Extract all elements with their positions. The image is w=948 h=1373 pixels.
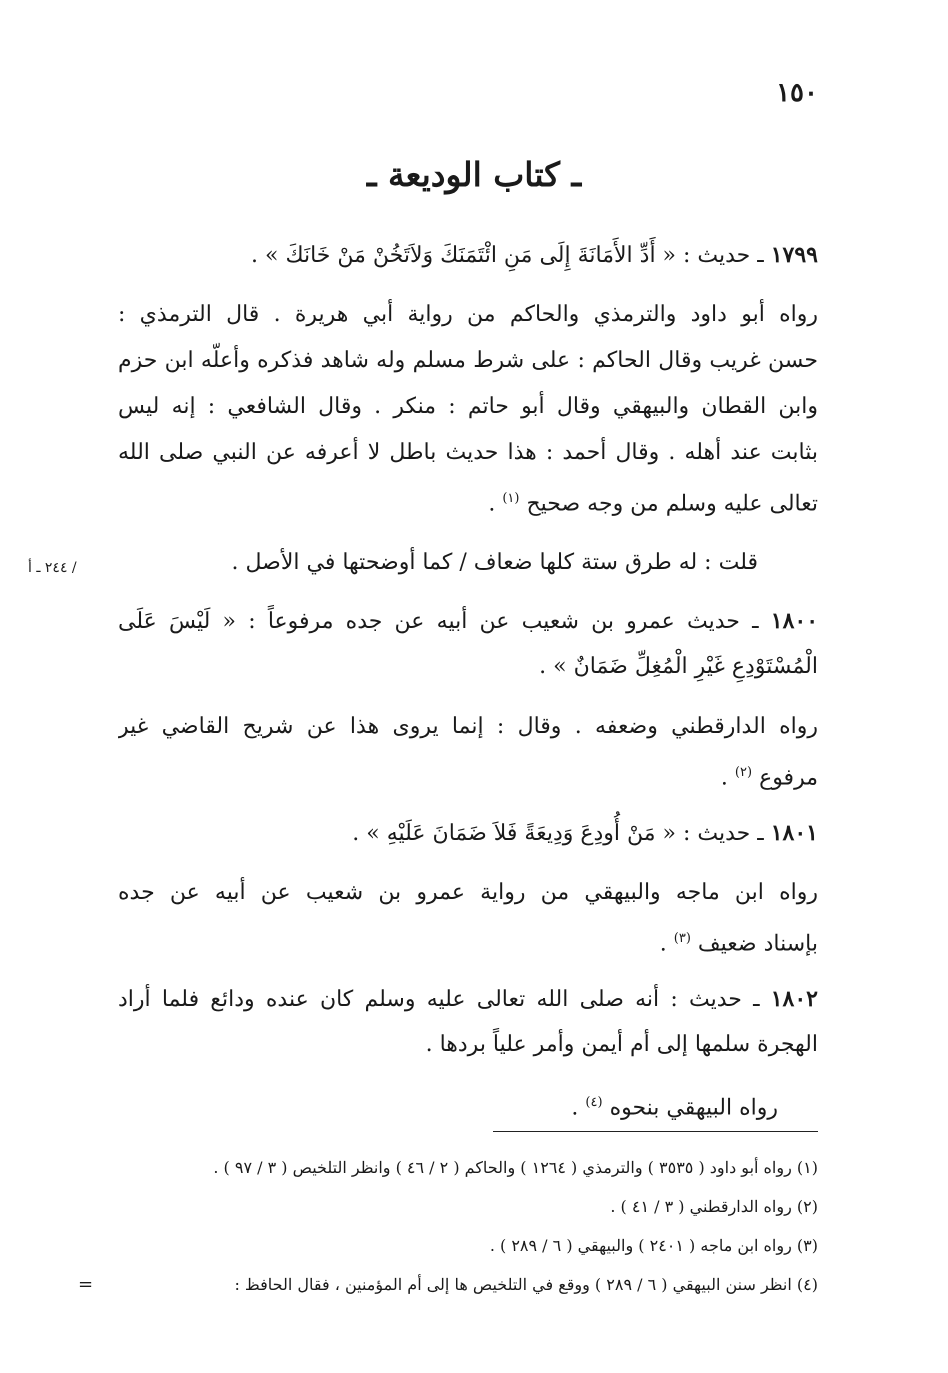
- footnote-ref: (١): [502, 491, 520, 506]
- author-note: [118, 540, 818, 586]
- hadith-number: ١٨٠٢: [770, 986, 818, 1012]
- hadith-text: ـ حديث : أنه صلى الله تعالى عليه وسلم كان عنده ودائع فلما أراد: [118, 987, 760, 1012]
- footnotes: [118, 1148, 818, 1304]
- hadith-number: ١٨٠١: [770, 820, 818, 846]
- commentary-1801: [118, 870, 818, 962]
- text-segment: .: [571, 1095, 586, 1121]
- manuscript-margin-note: / ٢٤٤ ـ أ: [28, 560, 77, 576]
- hadith-text: ـ حديث : « أَدِّ الأَمَانَةَ إِلَى مَنِ ائْتَمَنَكَ وَلاَتَخُنْ مَنْ خَانَكَ » .: [251, 243, 764, 268]
- hadith-text: الْمُسْتَوْدِعِ غَيْرِ الْمُغِلِّ ضَمَانٌ » .: [539, 654, 818, 679]
- commentary-1800: [118, 704, 818, 796]
- text-line: [118, 916, 818, 962]
- text-line: [118, 1080, 818, 1126]
- footnote: (١) رواه أبو داود ( ٣٥٣٥ ) والترمذي ( ١٢٦٤ ) والحاكم ( ٢ / ٤٦ ) وانظر التلخيص ( ٣ / ٩٧ ) .: [213, 1158, 818, 1177]
- page-number: ١٥٠: [776, 78, 818, 108]
- footnote-ref: (٢): [734, 765, 753, 780]
- text-segment: بإسناد ضعيف: [697, 931, 818, 957]
- commentary-1799: [118, 292, 818, 522]
- footnote-separator: [493, 1131, 818, 1132]
- text-line: [118, 750, 818, 796]
- hadith-1801: [118, 810, 818, 856]
- footnote: (٣) رواه ابن ماجه ( ٢٤٠١ ) والبيهقي ( ٦ / ٢٨٩ ) .: [489, 1236, 818, 1255]
- hadith-text: ـ حديث : « مَنْ أُودِعَ وَدِيعَةً فَلاَ ضَمَانَ عَلَيْهِ » .: [352, 821, 764, 846]
- chapter-title: ـ كتاب الوديعة ـ: [366, 155, 582, 194]
- text-line: بثابت عند أهله . وقال أحمد : هذا حديث باطل لا أعرفه عن النبي صلى الله: [118, 440, 818, 465]
- continuation-mark: =: [78, 1274, 94, 1295]
- text-line: رواه ابن ماجه والبيهقي من رواية عمرو بن شعيب عن أبيه عن جده: [118, 880, 818, 905]
- hadith-1800: [118, 598, 818, 690]
- commentary-1802: [118, 1080, 818, 1126]
- text-line: رواه أبو داود والترمذي والحاكم من رواية أبي هريرة . قال الترمذي :: [118, 302, 818, 327]
- text-segment: رواه البيهقي بنحوه: [609, 1095, 778, 1121]
- footnote: (٢) رواه الدارقطني ( ٣ / ٤١ ) .: [610, 1197, 818, 1216]
- hadith-1799: [118, 232, 818, 278]
- text-segment: .: [720, 765, 735, 791]
- hadith-number: ١٨٠٠: [770, 608, 818, 634]
- hadith-number: ١٧٩٩: [770, 242, 818, 268]
- hadith-text: الهجرة سلمها إلى أم أيمن وأمر علياً بردها .: [425, 1032, 818, 1057]
- text-line: [118, 476, 818, 522]
- text-segment: مرفوع: [759, 765, 818, 791]
- footnote-ref: (٤): [585, 1095, 603, 1110]
- footnote-ref: (٣): [673, 931, 691, 946]
- text-line: رواه الدارقطني وضعفه . وقال : إنما يروى هذا عن شريح القاضي غير: [118, 714, 818, 739]
- text-line: قلت : له طرق ستة كلها ضعاف / كما أوضحتها في الأصل .: [231, 550, 758, 575]
- text-segment: .: [488, 491, 503, 517]
- text-segment: تعالى عليه وسلم من وجه صحيح: [526, 491, 818, 517]
- hadith-1802: [118, 976, 818, 1068]
- footnote: (٤) انظر سنن البيهقي ( ٦ / ٢٨٩ ) ووقع في التلخيص ها إلى أم المؤمنين ، فقال الحافظ :: [234, 1275, 818, 1294]
- text-line: وابن القطان والبيهقي وقال أبو حاتم : منكر . وقال الشافعي : إنه ليس: [118, 394, 818, 419]
- text-segment: .: [659, 931, 674, 957]
- text-line: حسن غريب وقال الحاكم : على شرط مسلم وله شاهد فذكره وأعلّه ابن حزم: [118, 348, 818, 373]
- hadith-text: ـ حديث عمرو بن شعيب عن أبيه عن جده مرفوعاً : « لَيْسَ عَلَى: [118, 609, 759, 634]
